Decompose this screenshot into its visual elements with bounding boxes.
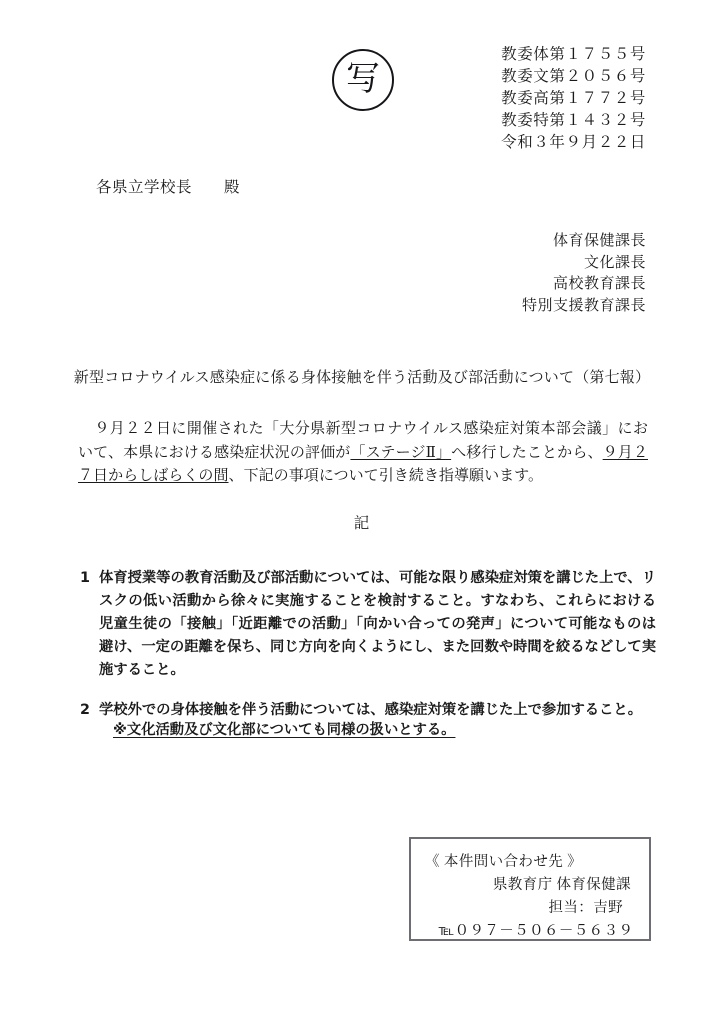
body-underline-stage: 「ステージⅡ」 bbox=[350, 444, 452, 461]
list-item-number: 2 bbox=[80, 702, 90, 718]
contact-box-content bbox=[411, 839, 649, 943]
copy-stamp bbox=[332, 49, 394, 111]
body-segment-1: ９月２２日に開催された「大分県新型コロナウイルス感染症対策本部会議」において、本県における感染症状況の評価が bbox=[78, 421, 648, 461]
sender-block bbox=[522, 231, 646, 317]
contact-box bbox=[409, 837, 651, 941]
sender-line: 文化課長 bbox=[583, 254, 646, 271]
contact-heading: 《 本件問い合わせ先 》 bbox=[425, 854, 583, 870]
contact-organization: 県教育庁 体育保健課 bbox=[492, 877, 631, 893]
document-number-line: 教委特第１４３２号 bbox=[501, 112, 646, 129]
copy-stamp-label: 写 bbox=[346, 61, 380, 98]
body-underline-period: ９月２７日からしばらくの間 bbox=[78, 444, 648, 484]
body-segment-2: へ移行したことから、 bbox=[451, 444, 603, 461]
document-number-line: 教委体第１７５５号 bbox=[501, 46, 646, 63]
addressee: 各県立学校長 殿 bbox=[96, 179, 241, 196]
document-title: 新型コロナウイルス感染症に係る身体接触を伴う活動及び部活動について（第七報） bbox=[73, 370, 651, 386]
list-item-text: 学校外での身体接触を伴う活動については、感染症対策を講じた上で参加すること。 bbox=[99, 702, 642, 718]
list-item bbox=[80, 567, 656, 682]
body-segment-3: 、下記の事項について引き続き指導願います。 bbox=[228, 468, 544, 484]
sender-line: 体育保健課長 bbox=[552, 233, 646, 249]
body-paragraph bbox=[78, 418, 648, 489]
note-line: ※文化活動及び文化部についても同様の扱いとする。 bbox=[113, 722, 456, 738]
list-item-text: 体育授業等の教育活動及び部活動については、可能な限り感染症対策を講じた上で、リスクの低い活動から徐々に実施することを検討すること。すなわち、これらにおける児童生徒の「接触」「近距離での活動」「向かい合っての発声」について可能なものは避け、一定の距離を保ち、同じ方向を向くようにし、また回数や時間を絞るなどして実施すること。 bbox=[99, 570, 657, 678]
list-item-number: 1 bbox=[80, 570, 90, 586]
ki-marker: 記 bbox=[353, 515, 371, 532]
contact-person: 担当：吉野 bbox=[548, 900, 623, 916]
item-list bbox=[80, 567, 656, 722]
document-number-block bbox=[501, 44, 646, 154]
contact-telephone: ℡０９７－５０６－５６３９ bbox=[438, 923, 634, 939]
sender-line: 高校教育課長 bbox=[552, 276, 646, 292]
sender-line: 特別支援教育課長 bbox=[521, 297, 646, 314]
document-date: 令和３年９月２２日 bbox=[501, 134, 646, 151]
document-number-line: 教委高第１７７２号 bbox=[501, 90, 646, 107]
document-number-line: 教委文第２０５６号 bbox=[501, 68, 646, 85]
